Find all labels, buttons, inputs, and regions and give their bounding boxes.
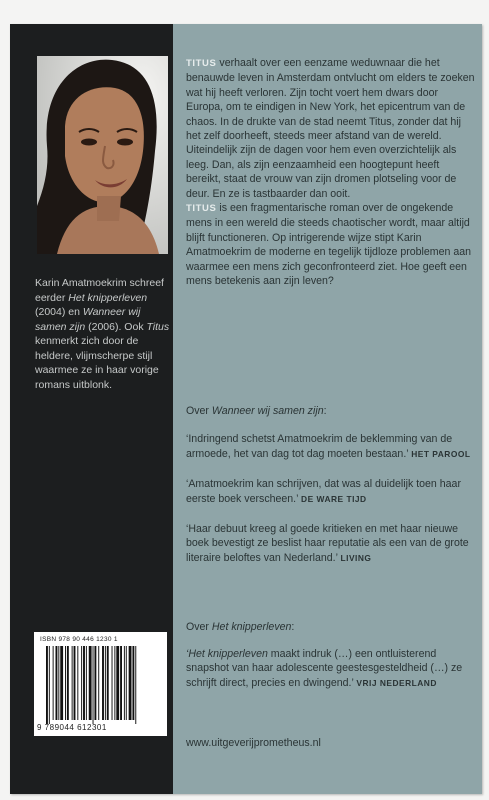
review-source: DE WARE TIJD bbox=[301, 493, 367, 504]
review-quote: ‘Indringend schetst Amatmoekrim de beklemming van de armoede, het van dag tot dag moeten bestaan.’ HET PAROOL bbox=[186, 433, 471, 460]
review-quote: ‘Het knipperleven maakt indruk (…) een ontluisterend snapshot van haar adolescente geestesgesteldheid (…) ze schrijft direct, precies en dwingend.’ VRIJ NEDERLAND bbox=[186, 648, 463, 689]
synopsis bbox=[186, 56, 476, 289]
author-bio: Karin Amatmoekrim schreef eerder Het knipperleven (2004) en Wanneer wij samen zijn (2006). Ook Titus kenmerkt zich door de heldere, vlijmscherpe stijl waarmee ze in haar vorige romans uitblonk. bbox=[35, 277, 170, 391]
review-source: LIVING bbox=[340, 552, 372, 563]
review-quote: ‘Amatmoekrim kan schrijven, dat was al duidelijk toen haar eerste boek verscheen.’ DE WARE TIJD bbox=[186, 478, 461, 505]
author-photo bbox=[37, 56, 168, 254]
synopsis-paragraph-1: TITUS verhaalt over een eenzame weduwnaar die het benauwde leven in Amsterdam ontvlucht om elders te zoeken wat hij heeft verloren. Zijn tocht voert hem dwars door Europa, om te eindigen in New York, het epicentrum van de chaos. In de drukte van de stad neemt Titus, zonder dat hij het zelf doorheeft, steeds meer afstand van de wereld. Uiteindelijk zijn de dagen voor hem even overzichtelijk als leeg. Dan, als zijn eenzaamheid een hoogtepunt heeft bereikt, staat de vrouw van zijn dromen plotseling voor de deur. En ze is tastbaarder dan ooit. bbox=[186, 57, 475, 200]
book-back-cover bbox=[10, 24, 482, 794]
review-source: HET PAROOL bbox=[411, 448, 471, 459]
title-word: TITUS bbox=[186, 203, 217, 215]
publisher-url: www.uitgeverijprometheus.nl bbox=[186, 737, 321, 749]
review-heading-1: Over Wanneer wij samen zijn: bbox=[186, 405, 327, 417]
synopsis-paragraph-2: TITUS is een fragmentarische roman over de ongekende mens in een wereld die steeds chaotischer wordt, maar altijd blijft functioneren. Op intrigerende wijze stipt Karin Amatmoekrim de moderne en tegelijk tijdloze problemen aan waarmee een mens zich geconfronteerd ziet. Hoe geeft een mens betekenis aan zijn leven? bbox=[186, 202, 472, 288]
review-source: VRIJ NEDERLAND bbox=[356, 677, 437, 688]
barcode-bars bbox=[46, 646, 158, 724]
review-heading-2: Over Het knipperleven: bbox=[186, 621, 295, 633]
isbn-barcode bbox=[34, 632, 167, 736]
press-reviews bbox=[186, 404, 476, 581]
isbn-digits: 9 789044 612301 bbox=[37, 723, 107, 732]
dark-side-panel bbox=[10, 24, 173, 794]
review-quote: ‘Haar debuut kreeg al goede kritieken en met haar nieuwe boek bevestigt ze beslist haar reputatie als een van de grote literaire beloftes van Nederland.’ LIVING bbox=[186, 523, 469, 564]
title-word: TITUS bbox=[186, 58, 217, 69]
isbn-label: ISBN 978 90 446 1230 1 bbox=[40, 636, 118, 643]
